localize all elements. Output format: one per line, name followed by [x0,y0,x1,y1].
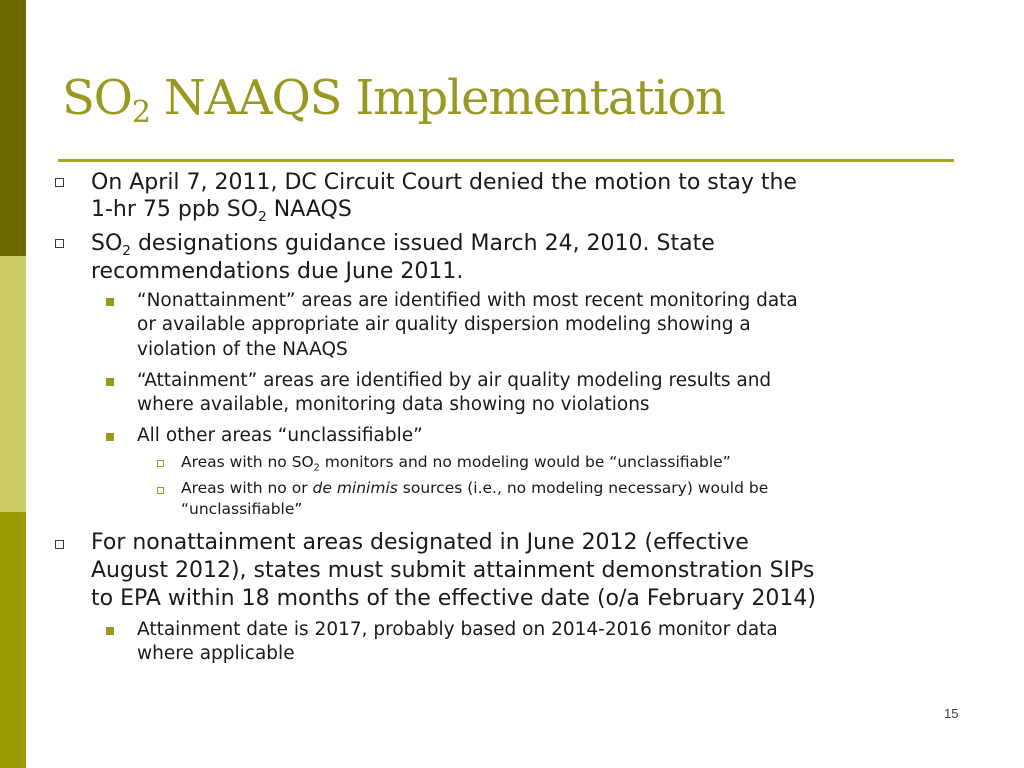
sub-bullet-2-2-line-2: where available, monitoring data showing no violations [137,394,650,415]
sub-bullet-2-1-line-3: violation of the NAAQS [137,339,348,360]
bullet-small-hollow-square-icon [157,460,164,467]
bullet-small-hollow-square-icon [157,487,164,494]
decorative-sidebar-medium [0,512,26,768]
bullet-filled-square-icon [106,433,114,441]
bullet-hollow-square-icon [55,540,64,549]
decorative-sidebar-dark [0,0,26,256]
sub-sub-bullet-1: Areas with no $SO_2$ monitors and no modeling would be “unclassifiable” [181,453,731,474]
bullet-filled-square-icon [106,298,114,306]
bullet-3-line-2: August 2012), states must submit attainment demonstration SIPs [91,558,815,583]
sub-bullet-2-3-line-1: All other areas “unclassifiable” [137,425,423,446]
bullet-3-line-3: to EPA within 18 months of the effective date (o/a February 2014) [91,586,816,611]
title-divider [58,159,954,162]
bullet-1-line-2: 1-hr 75 ppb $SO_2$ NAAQS [91,197,352,225]
slide-title [62,68,725,128]
bullet-hollow-square-icon [55,239,64,248]
sub-bullet-2-2-line-1: “Attainment” areas are identified by air quality modeling results and [137,370,772,391]
title-suffix: NAAQS Implementation [163,70,725,126]
title-subscript: 2 [131,95,150,130]
bullet-2-line-1: $SO_2$ designations guidance issued March 24, 2010. State [91,231,715,259]
bullet-hollow-square-icon [55,178,64,187]
bullet-3-line-1: For nonattainment areas designated in June 2012 (effective [91,530,749,555]
title-prefix: SO [62,70,132,126]
bullet-filled-square-icon [106,378,114,386]
sub-bullet-3-1-line-2: where applicable [137,643,295,664]
bullet-1-line-1: On April 7, 2011, DC Circuit Court denied the motion to stay the [91,170,797,195]
sub-sub-bullet-2-line-1: Areas with no or de minimis sources (i.e., no modeling necessary) would be [181,479,769,497]
sub-bullet-3-1-line-1: Attainment date is 2017, probably based on 2014-2016 monitor data [137,619,778,640]
decorative-sidebar-light [0,256,26,512]
bullet-filled-square-icon [106,627,114,635]
page-number: 15 [944,706,959,721]
sub-bullet-2-1-line-1: “Nonattainment” areas are identified with most recent monitoring data [137,290,798,311]
sub-bullet-2-1-line-2: or available appropriate air quality dispersion modeling showing a [137,314,751,335]
bullet-2-line-2: recommendations due June 2011. [91,259,464,284]
sub-sub-bullet-2-line-2: “unclassifiable” [181,500,303,518]
